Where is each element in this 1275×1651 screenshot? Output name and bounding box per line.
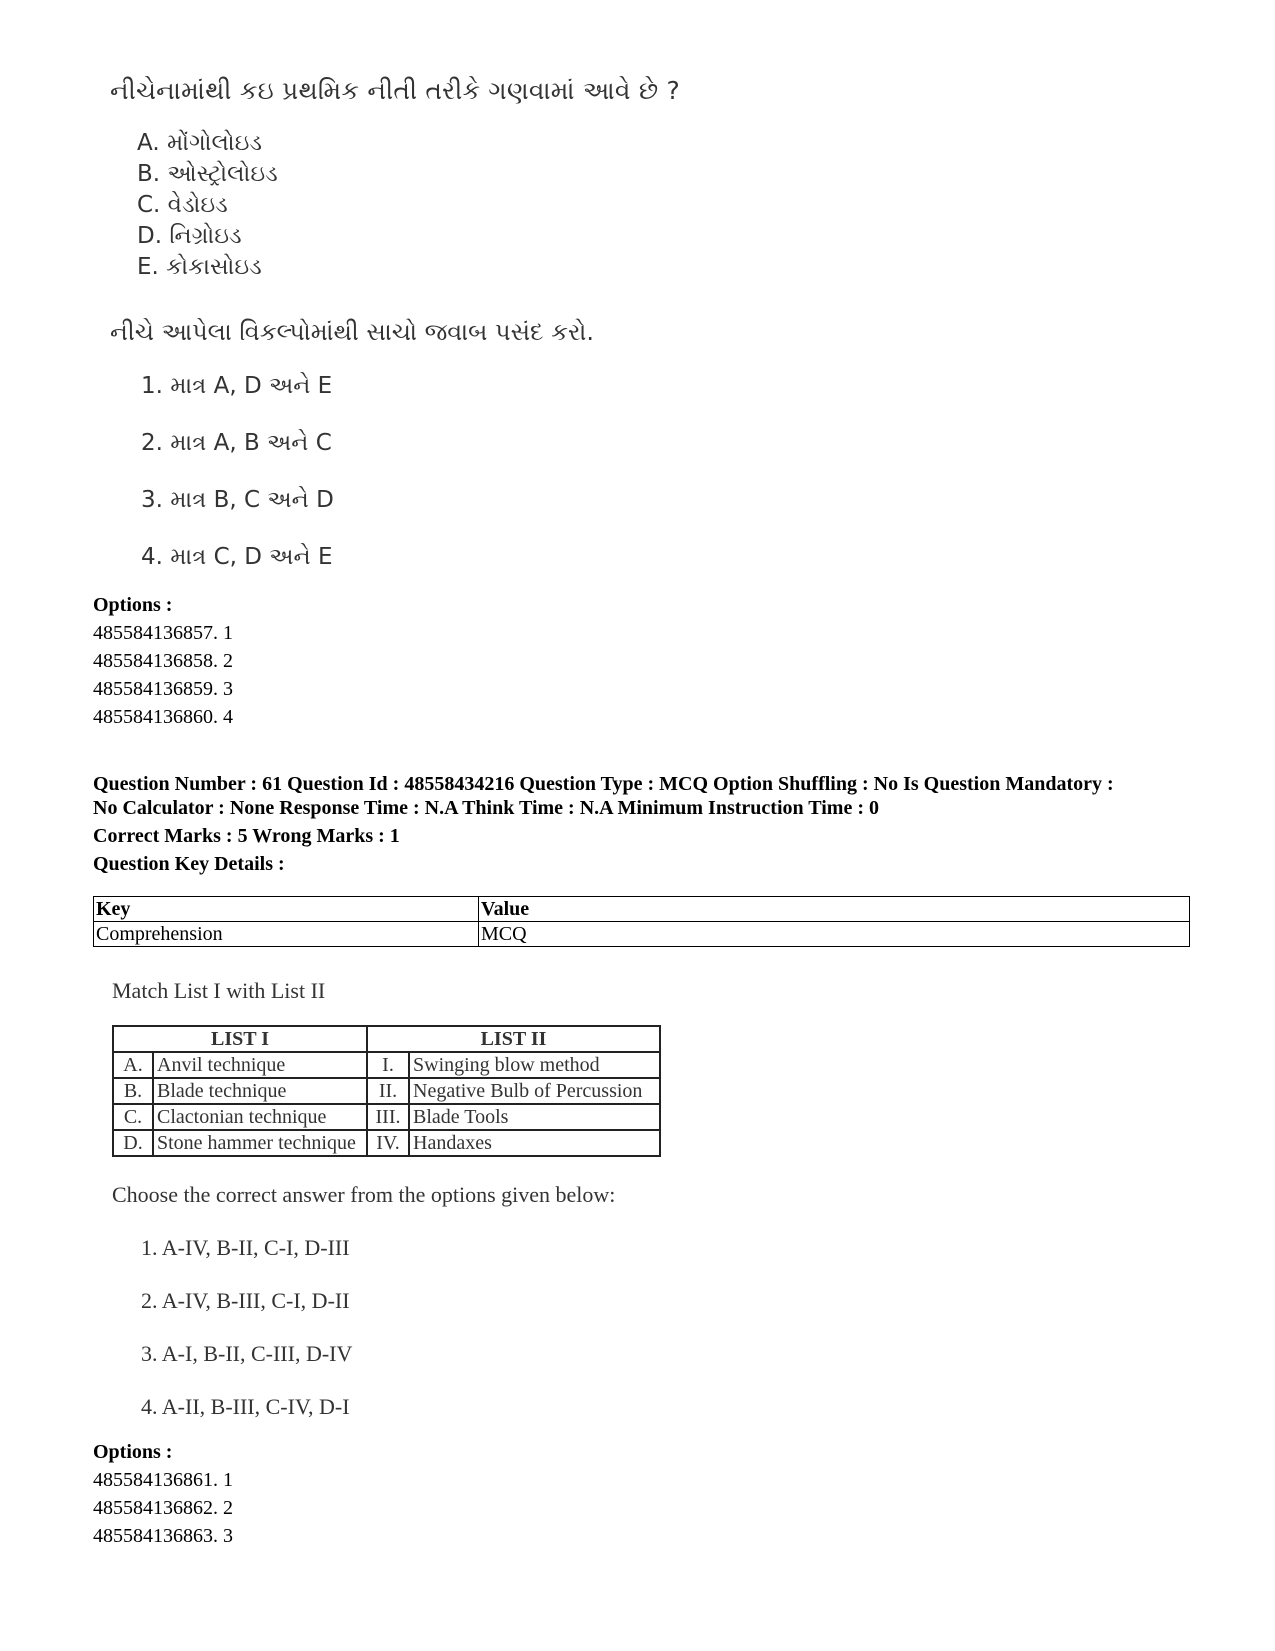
value-cell: MCQ: [479, 922, 1190, 947]
answer-choice-3: 3. A-I, B-II, C-III, D-IV: [141, 1341, 353, 1366]
list-i-item: Stone hammer technique: [153, 1130, 367, 1156]
list-ii-label: I.: [367, 1052, 409, 1078]
answer-choice-2: 2. A-IV, B-III, C-I, D-II: [141, 1288, 350, 1313]
list-ii-label: II.: [367, 1078, 409, 1104]
answer-choice-1: 1. A-IV, B-II, C-I, D-III: [141, 1235, 350, 1260]
key-table-row: [94, 922, 1190, 947]
prev-choice-4: 4. માત્ર C, D અને E: [141, 544, 333, 570]
prev-choice-3: 3. માત્ર B, C અને D: [141, 487, 334, 513]
option-2: 485584136862. 2: [93, 1497, 233, 1519]
list-i-label: C.: [113, 1104, 153, 1130]
question-meta-line2: No Calculator : None Response Time : N.A Think Time : N.A Minimum Instruction Time : 0: [93, 797, 879, 819]
match-list-table: [112, 1025, 661, 1157]
prev-item-b: B. ઓસ્ટ્રોલોઇડ: [137, 161, 278, 187]
prev-item-e: E. કોકાસોઇડ: [137, 254, 262, 280]
answer-choice-4: 4. A-II, B-III, C-IV, D-I: [141, 1394, 350, 1419]
list-row: [113, 1078, 660, 1104]
key-header-key: Key: [94, 897, 479, 922]
prev-instruction: નીચે આપેલા વિકલ્પોમાંથી સાચો જવાબ પસંદ કરો.: [110, 318, 595, 346]
list-row: [113, 1130, 660, 1156]
list-i-item: Blade technique: [153, 1078, 367, 1104]
prev-question-stem: નીચેનામાંથી કઇ પ્રથમિક નીતી તરીકે ગણવામાં આવે છે ?: [110, 76, 680, 105]
list-ii-header: LIST II: [367, 1026, 660, 1052]
list-row: [113, 1052, 660, 1078]
prev-choice-2: 2. માત્ર A, B અને C: [141, 430, 332, 456]
option-3: 485584136863. 3: [93, 1525, 233, 1547]
prev-option-1: 485584136857. 1: [93, 622, 233, 644]
list-i-header: LIST I: [113, 1026, 367, 1052]
list-i-item: Anvil technique: [153, 1052, 367, 1078]
prev-item-a: A. મોંગોલોઇડ: [137, 130, 263, 156]
option-1: 485584136861. 1: [93, 1469, 233, 1491]
key-cell: Comprehension: [94, 922, 479, 947]
list-i-label: A.: [113, 1052, 153, 1078]
question-marks: Correct Marks : 5 Wrong Marks : 1: [93, 825, 400, 847]
list-ii-label: III.: [367, 1104, 409, 1130]
prev-choice-1: 1. માત્ર A, D અને E: [141, 373, 333, 399]
prev-option-4: 485584136860. 4: [93, 706, 233, 728]
list-row: [113, 1104, 660, 1130]
list-ii-item: Blade Tools: [409, 1104, 660, 1130]
key-table-header-row: [94, 897, 1190, 922]
question-meta-line1: Question Number : 61 Question Id : 48558434216 Question Type : MCQ Option Shuffling : No Is Question Mandatory :: [93, 773, 1114, 795]
options-heading: Options :: [93, 1441, 173, 1463]
prev-option-2: 485584136858. 2: [93, 650, 233, 672]
list-ii-label: IV.: [367, 1130, 409, 1156]
key-details-heading: Question Key Details :: [93, 853, 285, 875]
prev-option-3: 485584136859. 3: [93, 678, 233, 700]
choose-instruction: Choose the correct answer from the options given below:: [112, 1182, 616, 1207]
match-heading: Match List I with List II: [112, 978, 326, 1003]
list-ii-item: Handaxes: [409, 1130, 660, 1156]
list-i-label: B.: [113, 1078, 153, 1104]
list-i-label: D.: [113, 1130, 153, 1156]
list-header-row: [113, 1026, 660, 1052]
key-header-value: Value: [479, 897, 1190, 922]
list-ii-item: Negative Bulb of Percussion: [409, 1078, 660, 1104]
prev-item-d: D. નિગ્રોઇડ: [137, 223, 242, 249]
prev-item-c: C. વેડોઇડ: [137, 192, 228, 218]
key-details-table: [93, 896, 1190, 947]
list-i-item: Clactonian technique: [153, 1104, 367, 1130]
prev-options-heading: Options :: [93, 594, 173, 616]
list-ii-item: Swinging blow method: [409, 1052, 660, 1078]
